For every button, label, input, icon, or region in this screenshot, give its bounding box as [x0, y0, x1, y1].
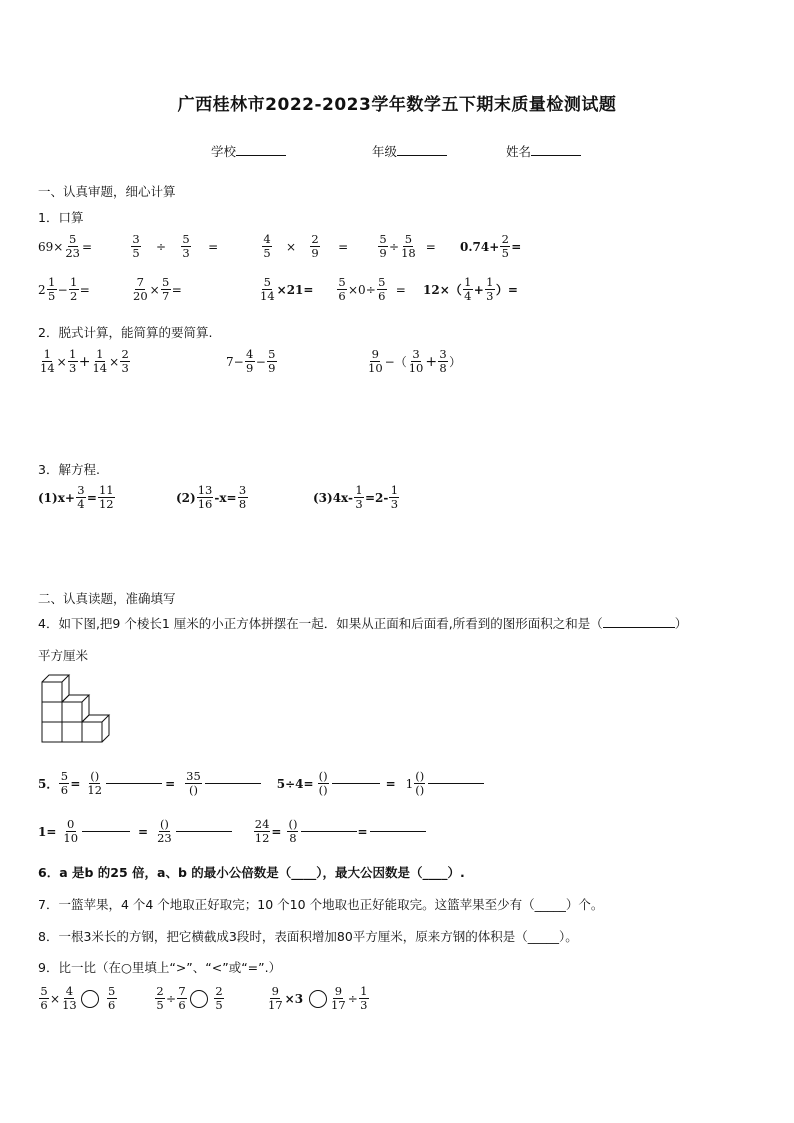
q1-r1-a: 69 × $\frac{5}{23}$ = [38, 232, 93, 260]
compare-circle-a[interactable] [81, 990, 99, 1008]
q4-text: 4．如下图,把9 个棱长1 厘米的小正方体拼摆在一起．如果从正面和后面看,所看到的图形面积之和是（ ） [38, 616, 688, 631]
q8-text: 8．一根3米长的方钢，把它横截成3段时，表面积增加80平方厘米，原来方钢的体积是（_____）。 [38, 929, 578, 944]
q5-blank-3[interactable] [332, 783, 380, 784]
school-label: 学校 [211, 144, 237, 159]
q1-label: 1．口算 [38, 210, 84, 225]
name-label: 姓名 [506, 144, 532, 159]
q5-blank-4[interactable] [428, 783, 484, 784]
q2-b: 7− $\frac{4}{9}$ − $\frac{5}{9}$ [226, 347, 276, 375]
section1-heading: 一、认真审题，细心计算 [38, 184, 176, 199]
q1-r1-e: 0.74+ $\frac{2}{5}$ = [460, 232, 522, 260]
q3-label: 3．解方程. [38, 462, 100, 477]
name-blank[interactable] [531, 143, 581, 156]
cube-stack-figure [40, 671, 114, 745]
grade-blank[interactable] [397, 143, 447, 156]
q2-c: $\frac{9}{10}$ −（ $\frac{3}{10}$ + $\frac{3}{8}$ ） [368, 347, 462, 375]
q1-r2-a: 2 $\frac{1}{5}$ − $\frac{1}{2}$ = [38, 275, 90, 303]
compare-circle-b[interactable] [190, 990, 208, 1008]
q3-a: (1)x+ $\frac{3}{4}$ = $\frac{11}{12}$ [38, 483, 114, 511]
q1-r2-d: $\frac{5}{6}$ ×0÷ $\frac{5}{6}$ = [338, 275, 406, 303]
q5-blank-5[interactable] [82, 831, 130, 832]
q3-c: (3)4x- $\frac{1}{3}$ =2- $\frac{1}{3}$ [313, 483, 399, 511]
q5-blank-2[interactable] [205, 783, 261, 784]
q1-r2-b: $\frac{7}{20}$ × $\frac{5}{7}$ = [133, 275, 182, 303]
compare-circle-c[interactable] [309, 990, 327, 1008]
page-title: 广西桂林市2022-2023学年数学五下期末质量检测试题 [177, 95, 617, 115]
school-blank[interactable] [236, 143, 286, 156]
q9-b: $\frac{2}{5}$ ÷ $\frac{7}{6}$ $\frac{2}{5}$ [156, 984, 223, 1012]
section2-heading: 二、认真读题，准确填写 [38, 591, 176, 606]
q1-r1-b: $\frac{3}{5}$ ÷ $\frac{5}{3}$ = [132, 232, 219, 260]
q2-label: 2．脱式计算，能简算的要简算. [38, 325, 213, 340]
q6-text: 6．a 是b 的25 倍，a、b 的最小公倍数是（____），最大公因数是（____）. [38, 865, 465, 880]
grade-label: 年级 [372, 144, 398, 159]
q5-r2: 1= $\frac{0}{10}$ = $\frac{()}{23}$ $\frac{24}{12}$ = $\frac{()}{8}$ = [38, 818, 426, 845]
q9-c: $\frac{9}{17}$ ×3 $\frac{9}{17}$ ÷ $\frac{1}{3}$ [268, 984, 368, 1012]
q7-text: 7．一篮苹果，4 个4 个地取正好取完；10 个10 个地取也正好能取完。这篮苹果至少有（_____）个。 [38, 897, 604, 912]
q5-blank-6[interactable] [176, 831, 232, 832]
school-field[interactable] [211, 142, 286, 160]
q4-unit: 平方厘米 [38, 648, 89, 663]
q9-a: $\frac{5}{6}$ × $\frac{4}{13}$ $\frac{5}{6}$ [40, 984, 116, 1012]
q1-r1-c: $\frac{4}{5}$ × $\frac{2}{9}$ = [263, 232, 349, 260]
q5-blank-8[interactable] [370, 831, 426, 832]
q5-r1: 5． $\frac{5}{6}$ = $\frac{()}{12}$ = $\frac{35}{()}$ 5÷4= $\frac{()}{()}$ = 1 $\frac{()}{()}$ [38, 770, 484, 797]
name-field[interactable] [506, 142, 581, 160]
grade-field[interactable] [372, 142, 447, 160]
q1-r1-d: $\frac{5}{9}$ ÷ $\frac{5}{18}$ = [379, 232, 436, 260]
q1-r2-e: 12×（ $\frac{1}{4}$ + $\frac{1}{3}$ ）= [423, 275, 518, 303]
q5-blank-1[interactable] [106, 783, 162, 784]
q2-a: $\frac{1}{14}$ × $\frac{1}{3}$ + $\frac{1}{14}$ × $\frac{2}{3}$ [40, 347, 129, 375]
q3-b: (2) $\frac{13}{16}$ -x= $\frac{3}{8}$ [176, 483, 247, 511]
q4-blank[interactable] [603, 615, 675, 628]
q5-blank-7[interactable] [301, 831, 357, 832]
q9-label: 9．比一比（在○里填上“>”、“<”或“=”.） [38, 960, 282, 975]
q1-r2-c: $\frac{5}{14}$ ×21= [260, 275, 314, 303]
